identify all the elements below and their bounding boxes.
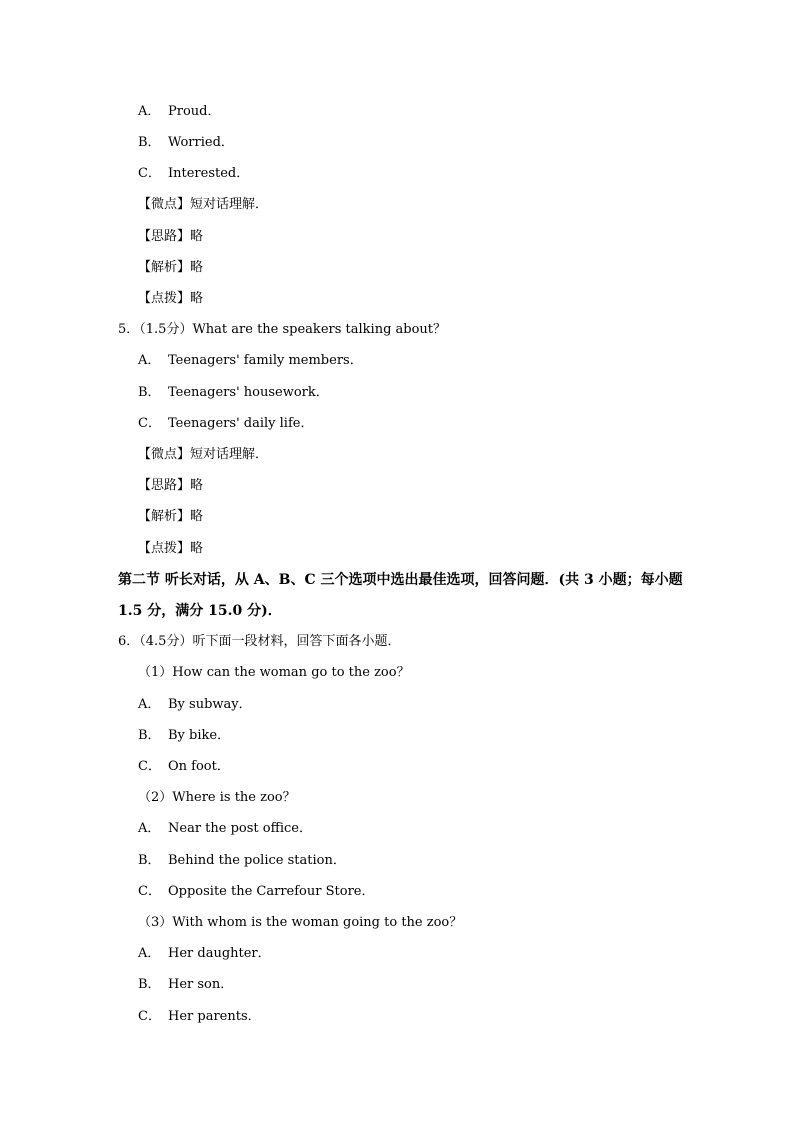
option-label: C． bbox=[138, 416, 161, 431]
q6-sub3-option-b bbox=[138, 976, 233, 994]
option-text: Opposite the Carrefour Store． bbox=[168, 884, 375, 899]
option-text: Worried． bbox=[168, 135, 234, 150]
q6-sub3-option-a bbox=[138, 945, 271, 963]
q6-sub1-option-c bbox=[138, 758, 230, 776]
option-text: Teenagers' daily life． bbox=[168, 416, 314, 431]
option-text: By subway． bbox=[168, 697, 252, 712]
q6-sub1-option-a bbox=[138, 696, 252, 714]
q5-option-c bbox=[138, 415, 313, 433]
option-label: A． bbox=[138, 353, 161, 368]
option-label: B． bbox=[138, 385, 161, 400]
q4-option-b bbox=[138, 134, 234, 152]
option-text: Her son． bbox=[168, 977, 234, 992]
q5-option-b bbox=[138, 384, 329, 402]
q6-sub1-stem: （1）How can the woman go to the zoo？ bbox=[138, 665, 410, 680]
option-text: Interested． bbox=[168, 166, 250, 181]
q6-sub3-stem: （3）With whom is the woman going to the zoo？ bbox=[138, 915, 463, 930]
option-label: A． bbox=[138, 697, 161, 712]
option-text: Her daughter． bbox=[168, 946, 271, 961]
q4-note-dianbo: 【点拨】略 bbox=[138, 291, 204, 306]
section-heading-line2: 1.5 分，满分 15.0 分)． bbox=[118, 603, 282, 619]
q5-note-weidian: 【微点】短对话理解． bbox=[138, 447, 269, 462]
option-label: B． bbox=[138, 135, 161, 150]
option-label: C． bbox=[138, 759, 161, 774]
q4-note-silu: 【思路】略 bbox=[138, 229, 204, 244]
option-text: Her parents． bbox=[168, 1009, 261, 1024]
option-label: B． bbox=[138, 853, 161, 868]
option-text: Proud． bbox=[168, 104, 221, 119]
option-label: A． bbox=[138, 946, 161, 961]
q6-sub2-stem: （2）Where is the zoo？ bbox=[138, 790, 296, 805]
q6-sub2-option-b bbox=[138, 852, 346, 870]
q6-sub2-option-c bbox=[138, 883, 374, 901]
q5-note-jiexi: 【解析】略 bbox=[138, 509, 204, 524]
option-label: A． bbox=[138, 821, 161, 836]
q6-sub1-option-b bbox=[138, 727, 230, 745]
q4-option-a bbox=[138, 103, 220, 121]
option-text: Behind the police station． bbox=[168, 853, 346, 868]
q4-note-weidian: 【微点】短对话理解． bbox=[138, 197, 269, 212]
option-label: A． bbox=[138, 104, 161, 119]
q6-sub2-option-a bbox=[138, 820, 312, 838]
option-text: Near the post office． bbox=[168, 821, 312, 836]
option-label: B． bbox=[138, 728, 161, 743]
q5-stem: 5．（1.5分）What are the speakers talking about？ bbox=[118, 322, 447, 337]
option-label: C． bbox=[138, 1009, 161, 1024]
q4-option-c bbox=[138, 165, 249, 183]
option-label: C． bbox=[138, 884, 161, 899]
option-label: B． bbox=[138, 977, 161, 992]
q5-option-a bbox=[138, 352, 363, 370]
q5-note-dianbo: 【点拨】略 bbox=[138, 541, 204, 556]
q5-note-silu: 【思路】略 bbox=[138, 478, 204, 493]
option-text: By bike． bbox=[168, 728, 231, 743]
q6-sub3-option-c bbox=[138, 1008, 261, 1026]
option-text: Teenagers' housework． bbox=[168, 385, 329, 400]
q4-note-jiexi: 【解析】略 bbox=[138, 260, 204, 275]
option-label: C． bbox=[138, 166, 161, 181]
q6-stem: 6．（4.5分）听下面一段材料，回答下面各小题． bbox=[118, 634, 401, 649]
section-heading-line1: 第二节 听长对话，从 A、B、C 三个选项中选出最佳选项，回答问题．(共 3 小题；每小题 bbox=[118, 572, 683, 588]
option-text: On foot． bbox=[168, 759, 230, 774]
option-text: Teenagers' family members． bbox=[168, 353, 363, 368]
